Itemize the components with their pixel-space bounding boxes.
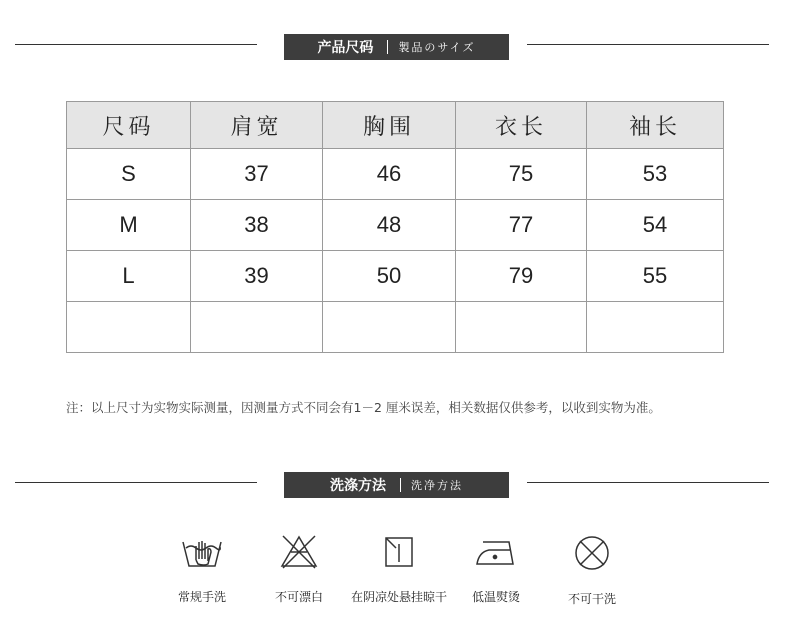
banner-divider bbox=[387, 40, 388, 54]
table-cell bbox=[67, 302, 191, 353]
hand-wash-icon bbox=[180, 534, 224, 570]
care-label: 不可干洗 bbox=[567, 592, 616, 606]
table-cell: L bbox=[67, 251, 191, 302]
no-dry-clean-icon bbox=[573, 534, 611, 572]
wash-section-title: 洗涤方法 bbox=[330, 478, 386, 494]
table-cell bbox=[456, 302, 587, 353]
shade-hang-dry-icon bbox=[381, 534, 417, 570]
size-header-left-rule bbox=[15, 44, 257, 45]
care-label: 常规手洗 bbox=[177, 590, 226, 604]
wash-header-right-rule bbox=[527, 482, 769, 483]
header-size: 尺码 bbox=[67, 102, 191, 149]
table-cell: 77 bbox=[456, 200, 587, 251]
care-label: 低温熨烫 bbox=[471, 590, 520, 604]
wash-section-banner bbox=[284, 472, 509, 498]
wash-header-left-rule bbox=[15, 482, 257, 483]
table-cell: 55 bbox=[587, 251, 724, 302]
table-cell bbox=[191, 302, 323, 353]
size-section-banner bbox=[284, 34, 509, 60]
table-cell bbox=[587, 302, 724, 353]
table-header-row bbox=[67, 102, 724, 149]
table-cell: 79 bbox=[456, 251, 587, 302]
table-row bbox=[67, 200, 724, 251]
care-label: 在阴凉处悬挂晾干 bbox=[350, 590, 447, 604]
header-length: 衣长 bbox=[456, 102, 587, 149]
wash-section-subtitle: 洗净方法 bbox=[411, 479, 463, 492]
low-temp-iron-icon bbox=[473, 534, 519, 570]
measurement-note: 注：以上尺寸为实物实际测量，因测量方式不同会有1－2 厘米误差，相关数据仅供参考，以收到实物为准。 bbox=[66, 400, 661, 415]
size-header-right-rule bbox=[527, 44, 769, 45]
table-row bbox=[67, 251, 724, 302]
table-cell: 39 bbox=[191, 251, 323, 302]
table-cell: 53 bbox=[587, 149, 724, 200]
banner-divider bbox=[400, 478, 401, 492]
table-cell bbox=[323, 302, 456, 353]
header-sleeve: 袖长 bbox=[587, 102, 724, 149]
size-table bbox=[66, 101, 724, 353]
table-cell: 54 bbox=[587, 200, 724, 251]
care-label: 不可漂白 bbox=[274, 590, 323, 604]
table-cell: 48 bbox=[323, 200, 456, 251]
no-bleach-icon bbox=[279, 534, 319, 570]
header-chest: 胸围 bbox=[323, 102, 456, 149]
table-cell: 50 bbox=[323, 251, 456, 302]
table-cell: 38 bbox=[191, 200, 323, 251]
table-cell: 75 bbox=[456, 149, 587, 200]
table-cell: 37 bbox=[191, 149, 323, 200]
size-section-title: 产品尺码 bbox=[317, 40, 374, 56]
care-item-no-dry-clean bbox=[532, 534, 652, 607]
table-row bbox=[67, 149, 724, 200]
table-cell: S bbox=[67, 149, 191, 200]
size-section-subtitle: 製品のサイズ bbox=[398, 41, 476, 54]
header-shoulder: 肩宽 bbox=[191, 102, 323, 149]
table-cell: M bbox=[67, 200, 191, 251]
table-cell: 46 bbox=[323, 149, 456, 200]
table-row bbox=[67, 302, 724, 353]
